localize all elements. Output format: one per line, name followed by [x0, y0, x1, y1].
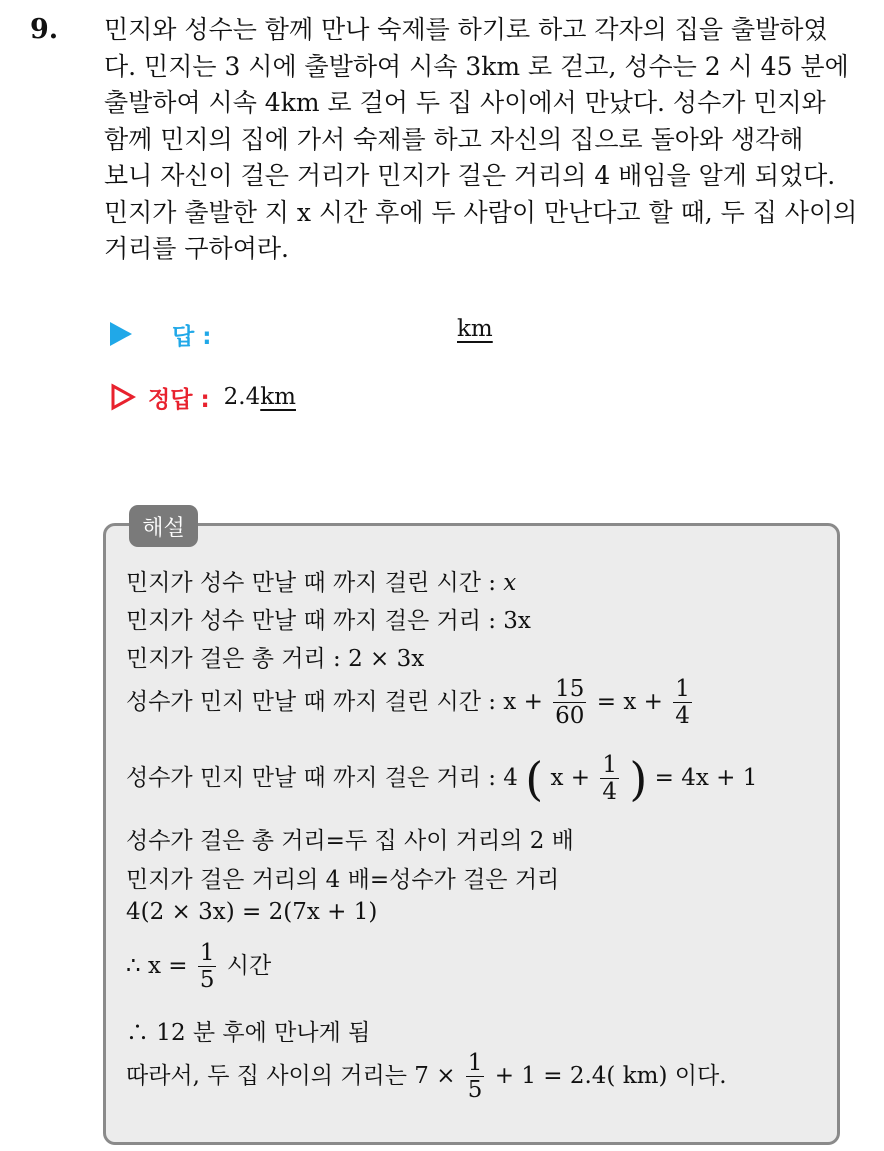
correct-answer-row [110, 379, 296, 415]
question-line: 함께 민지의 집에 가서 숙제를 하고 자신의 집으로 돌아와 생각해 [104, 124, 804, 154]
question-text [104, 12, 864, 268]
correct-answer-label: 정답 : [148, 386, 210, 413]
solution-tag: 해설 [129, 505, 198, 547]
outline-triangle-icon [110, 383, 136, 411]
question-line: 다. 민지는 3 시에 출발하여 시속 3km 로 걷고, 성수는 2 시 45 분에 [104, 51, 849, 81]
solution-line-7: 민지가 걸은 거리의 4 배=성수가 걸은 거리 [126, 867, 560, 893]
solution-line-4: 성수가 민지 만날 때 까지 걸린 시간 : x + $\frac{15}{60}$ = x + $\frac{1}{4}$ [126, 676, 690, 730]
fraction: $\frac{1}{5}$ [467, 1050, 483, 1104]
solution-line-5: 성수가 민지 만날 때 까지 걸은 거리 : 4 ( x + $\frac{1}{4}$ ) = 4x + 1 [126, 751, 758, 806]
solution-line-1: 민지가 성수 만날 때 까지 걸린 시간 : x [126, 570, 517, 596]
fraction: $\frac{1}{5}$ [199, 940, 215, 994]
solution-line-8: 4(2 × 3x) = 2(7x + 1) [126, 899, 378, 925]
solution-line-2: 민지가 성수 만날 때 까지 걸은 거리 : 3x [126, 608, 531, 634]
fraction: $\frac{1}{4}$ [602, 752, 618, 806]
fraction: $\frac{15}{60}$ [555, 676, 585, 730]
question-line: 거리를 구하여라. [104, 234, 289, 263]
answer-label: 답 : [172, 323, 212, 350]
question-line: 보니 자신이 걸은 거리가 민지가 걸은 거리의 4 배임을 알게 되었다. [104, 161, 836, 190]
question-line: 출발하여 시속 4km 로 걸어 두 집 사이에서 만났다. 성수가 민지와 [104, 88, 826, 117]
answer-row [110, 316, 211, 352]
solution-line-10: ∴ 12 분 후에 만나게 됨 [126, 1020, 371, 1046]
correct-answer-value: 2.4km [223, 384, 296, 410]
solution-line-11: 따라서, 두 집 사이의 거리는 7 × $\frac{1}{5}$ + 1 = 2.4( km) 이다. [126, 1050, 727, 1104]
answer-unit: km [457, 316, 493, 342]
question-line: 민지가 출발한 지 x 시간 후에 두 사람이 만난다고 할 때, 두 집 사이의 [104, 197, 858, 227]
question-number: 9. [30, 14, 59, 45]
solution-line-9: ∴ x = $\frac{1}{5}$ 시간 [126, 940, 272, 994]
play-triangle-icon [110, 322, 132, 346]
solution-line-6: 성수가 걸은 총 거리=두 집 사이 거리의 2 배 [126, 828, 574, 854]
solution-line-3: 민지가 걸은 총 거리 : 2 × 3x [126, 646, 425, 672]
question-line: 민지와 성수는 함께 만나 숙제를 하기로 하고 각자의 집을 출발하였 [104, 15, 828, 44]
fraction: $\frac{1}{4}$ [675, 676, 690, 730]
